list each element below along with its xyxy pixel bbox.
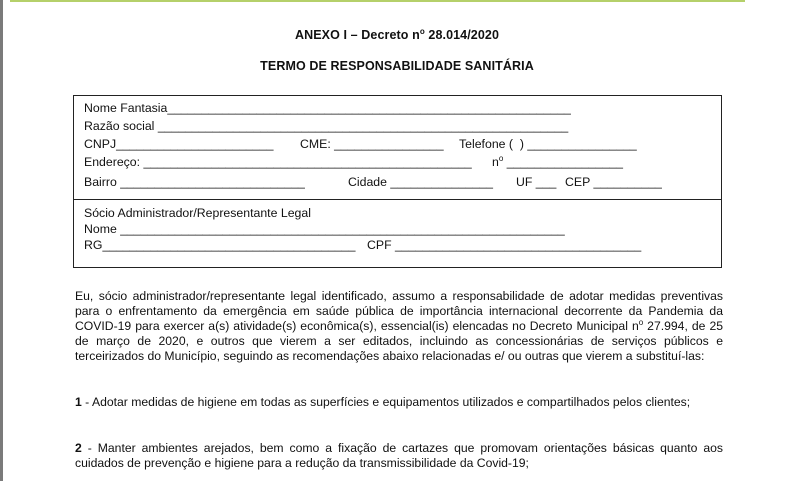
field-endereco[interactable]: Endereço: ________________________________________________	[84, 155, 472, 169]
field-cme[interactable]: CME: ________________	[300, 137, 444, 151]
field-razao-social[interactable]: Razão social ____________________________________________________________	[84, 119, 569, 133]
field-bairro[interactable]: Bairro ___________________________	[84, 175, 305, 189]
field-numero[interactable]: $n^o$ _________________	[492, 154, 623, 169]
field-cnpj[interactable]: CNPJ_______________________	[84, 137, 274, 151]
document-title: ANEXO I – Decreto $n^o$ 28.014/2020	[294, 27, 500, 42]
field-rep-rg[interactable]: RG_____________________________________	[84, 238, 356, 252]
field-cep[interactable]: CEP __________	[565, 175, 662, 189]
page-top-accent-line	[10, 0, 745, 2]
representative-heading: Sócio Administrador/Representante Legal	[84, 206, 311, 220]
document-subtitle: TERMO DE RESPONSABILIDADE SANITÁRIA	[260, 59, 534, 73]
field-telefone[interactable]: Telefone ( ) ________________	[459, 137, 637, 151]
field-uf[interactable]: UF ___	[516, 175, 557, 189]
field-cidade[interactable]: Cidade _______________	[348, 175, 493, 189]
field-rep-cpf[interactable]: CPF ____________________________________	[367, 238, 642, 252]
list-item: 1 - Adotar medidas de higiene em todas as superfícies e equipamentos utilizados e compartilhados pelos clientes;	[75, 395, 691, 409]
field-nome-fantasia[interactable]: Nome Fantasia___________________________________________________________	[84, 101, 571, 115]
list-item: 2 - Manter ambientes arejados, bem como a fixação de cartazes que promovam orientações básicas quanto aos cuidados de prevenção e higiene para a redução da transmissibilidade da Covid-19;	[75, 441, 723, 470]
intro-paragraph: Eu, sócio administrador/representante legal identificado, assumo a responsabilidade de adotar medidas preventivas para o enfrentamento da emergência em saúde pública de importância internacional decorrente da Pandemia da COVID-19 para exercer a(s) atividade(s) econômica(s), essencial(is) elencadas no Decreto Municipal $n^o$ 27.994, de 25 de março de 2020, e outros que vierem a ser editados, incluindo as concessionárias de serviços públicos e terceirizados do Município, seguindo as recomendações abaixo relacionadas e/ ou outras que vierem a substituí-las:	[75, 289, 723, 363]
field-rep-nome[interactable]: Nome _________________________________________________________________	[84, 222, 565, 236]
